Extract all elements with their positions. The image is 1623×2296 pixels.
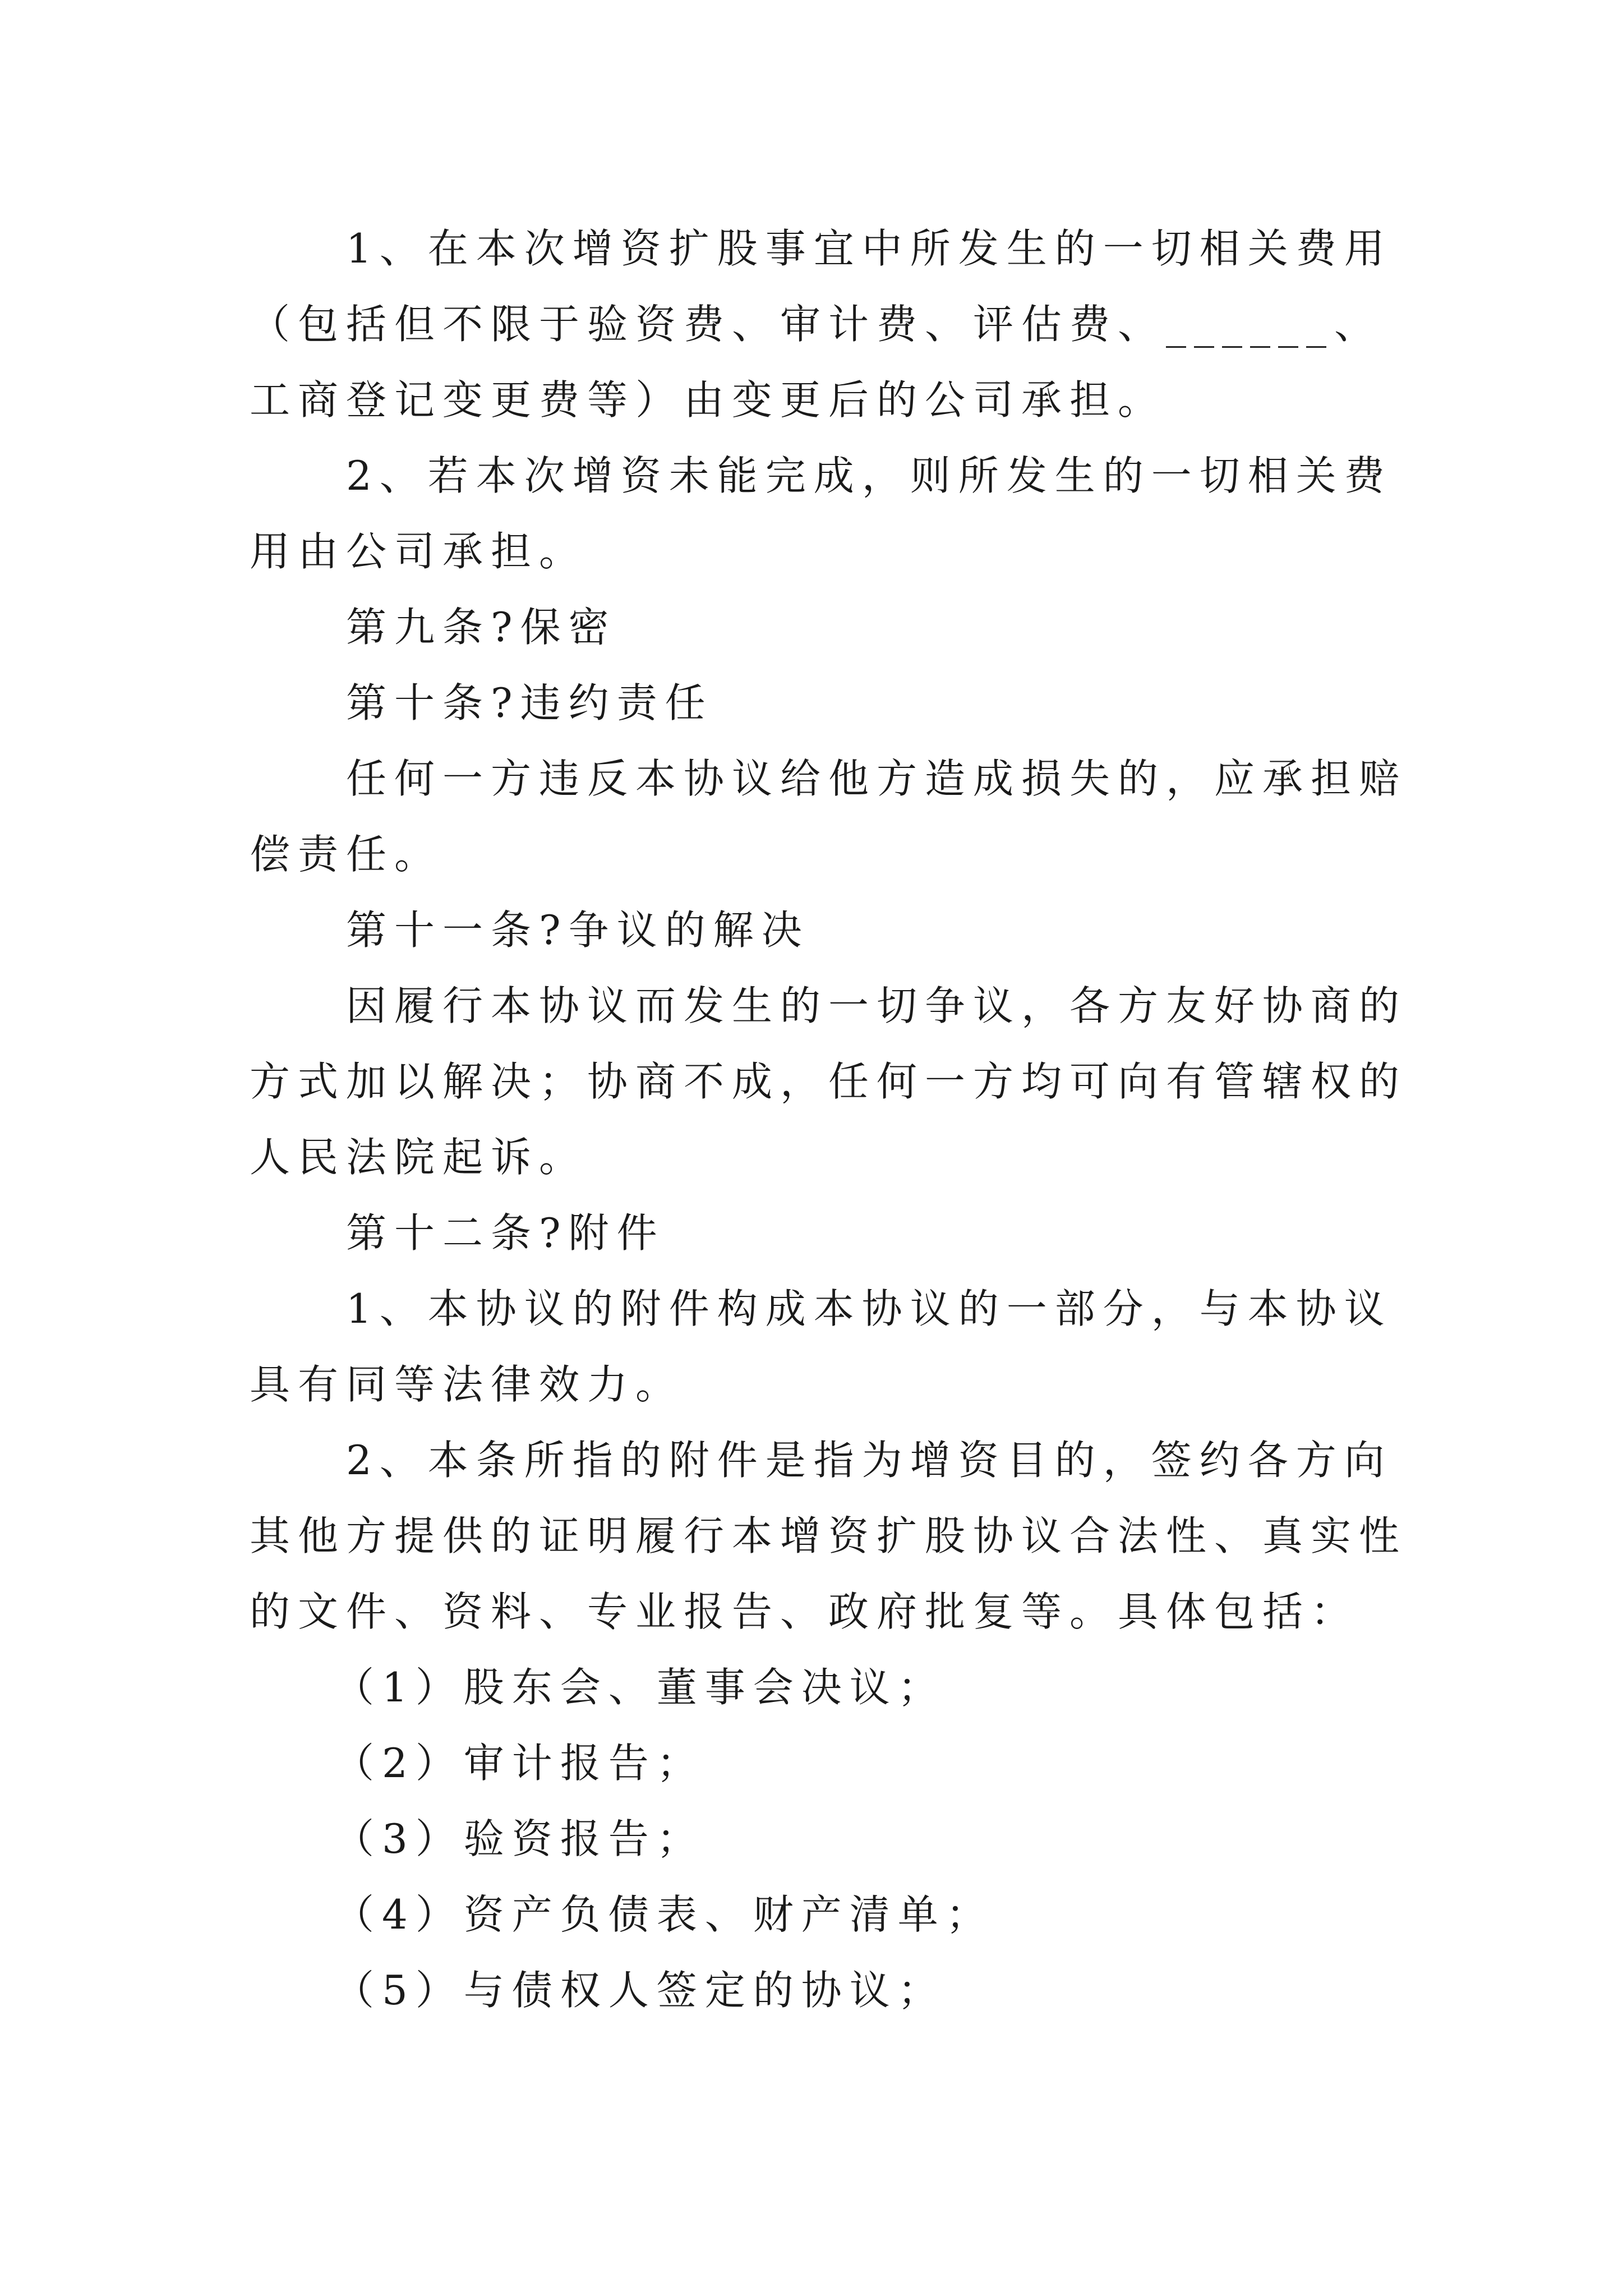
article-12-clause-1: 1、本协议的附件构成本协议的一部分，与本协议具有同等法律效力。	[250, 1285, 1393, 1408]
clause-fee-1: 1、在本次增资扩股事宜中所发生的一切相关费用（包括但不限于验资费、审计费、评估费、______、工商登记变更费等）由变更后的公司承担。	[250, 225, 1393, 424]
attachment-item-2: （2）审计报告；	[334, 1740, 705, 1787]
document-body	[250, 211, 1427, 2028]
attachment-item-4: （4）资产负债表、财产清单；	[334, 1891, 994, 1938]
attachment-item-1: （1）股东会、董事会决议；	[334, 1664, 946, 1711]
article-11-body: 因履行本协议而发生的一切争议，各方友好协商的方式加以解决；协商不成，任何一方均可向有管辖权的人民法院起诉。	[250, 982, 1408, 1181]
article-12-clause-2: 2、本条所指的附件是指为增资目的，签约各方向其他方提供的证明履行本增资扩股协议合法性、真实性的文件、资料、专业报告、政府批复等。具体包括：	[250, 1437, 1408, 1635]
article-10-body: 任何一方违反本协议给他方造成损失的，应承担赔偿责任。	[250, 755, 1408, 878]
article-10-heading: 第十条?违约责任	[346, 679, 713, 726]
attachment-item-5: （5）与债权人签定的协议；	[334, 1967, 946, 2014]
attachment-item-3: （3）验资报告；	[334, 1815, 705, 1862]
clause-fee-2: 2、若本次增资未能完成，则所发生的一切相关费用由公司承担。	[250, 452, 1393, 575]
article-12-heading: 第十二条?附件	[346, 1209, 665, 1257]
article-9-heading: 第九条?保密	[346, 604, 617, 651]
article-11-heading: 第十一条?争议的解决	[346, 907, 810, 954]
